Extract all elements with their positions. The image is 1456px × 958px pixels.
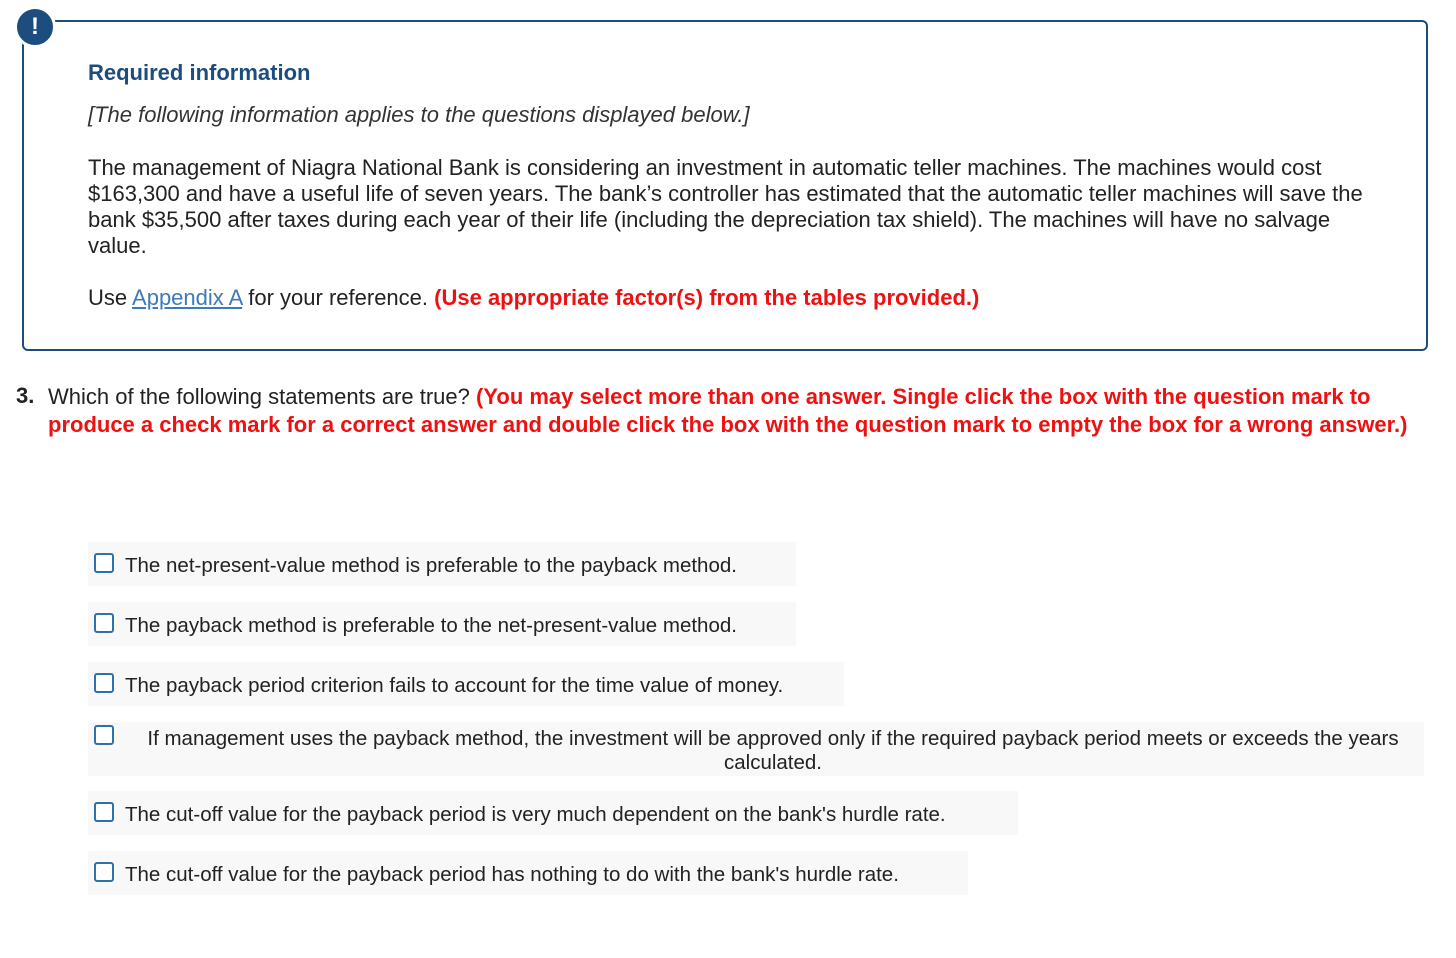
info-note: [The following information applies to the questions displayed below.] [88,102,750,127]
ref-suffix: for your reference. [248,285,429,310]
answer-option-1[interactable] [88,542,796,586]
checkbox[interactable] [94,613,114,633]
info-title: Required information [88,60,311,85]
checkbox[interactable] [94,725,114,745]
option-label: The payback period criterion fails to account for the time value of money. [125,674,784,697]
answer-option-3[interactable] [88,662,844,706]
question-text [48,383,1438,439]
checkbox[interactable] [94,673,114,693]
option-label: If management uses the payback method, the investment will be approved only if the required payback period meets or exceeds the years calculated. [147,727,1399,774]
question-number: 3. [16,383,35,408]
required-information-panel [22,20,1428,351]
appendix-a-link[interactable]: Appendix A [132,285,243,310]
option-label: The net-present-value method is preferable to the payback method. [125,554,737,577]
answer-option-4[interactable] [88,722,1424,776]
answer-option-2[interactable] [88,602,796,646]
checkbox[interactable] [94,553,114,573]
answer-option-6[interactable] [88,851,968,895]
option-label: The cut-off value for the payback period has nothing to do with the bank's hurdle rate. [125,863,899,886]
answer-option-5[interactable] [88,791,1018,835]
option-label: The cut-off value for the payback period is very much dependent on the bank's hurdle rate. [125,803,946,826]
question-prompt: Which of the following statements are true? [48,384,470,409]
info-reference [88,285,979,311]
checkbox[interactable] [94,802,114,822]
option-label: The payback method is preferable to the net-present-value method. [125,614,737,637]
question-instruction: (You may select more than one answer. Single click the box with the question mark to produce a check mark for a correct answer and double click the box with the question mark to empty the box for a wrong answer.) [48,384,1408,437]
ref-instruction: (Use appropriate factor(s) from the tables provided.) [434,285,980,310]
checkbox[interactable] [94,862,114,882]
info-body: The management of Niagra National Bank is considering an investment in automatic teller machines. The machines would cost $163,300 and have a useful life of seven years. The bank’s controller has estimated that the automatic teller machines will save the bank $35,500 after taxes during each year of their life (including the depreciation tax shield). The machines will have no salvage value. [88,155,1363,258]
ref-prefix: Use [88,285,128,310]
alert-icon: ! [14,6,56,48]
